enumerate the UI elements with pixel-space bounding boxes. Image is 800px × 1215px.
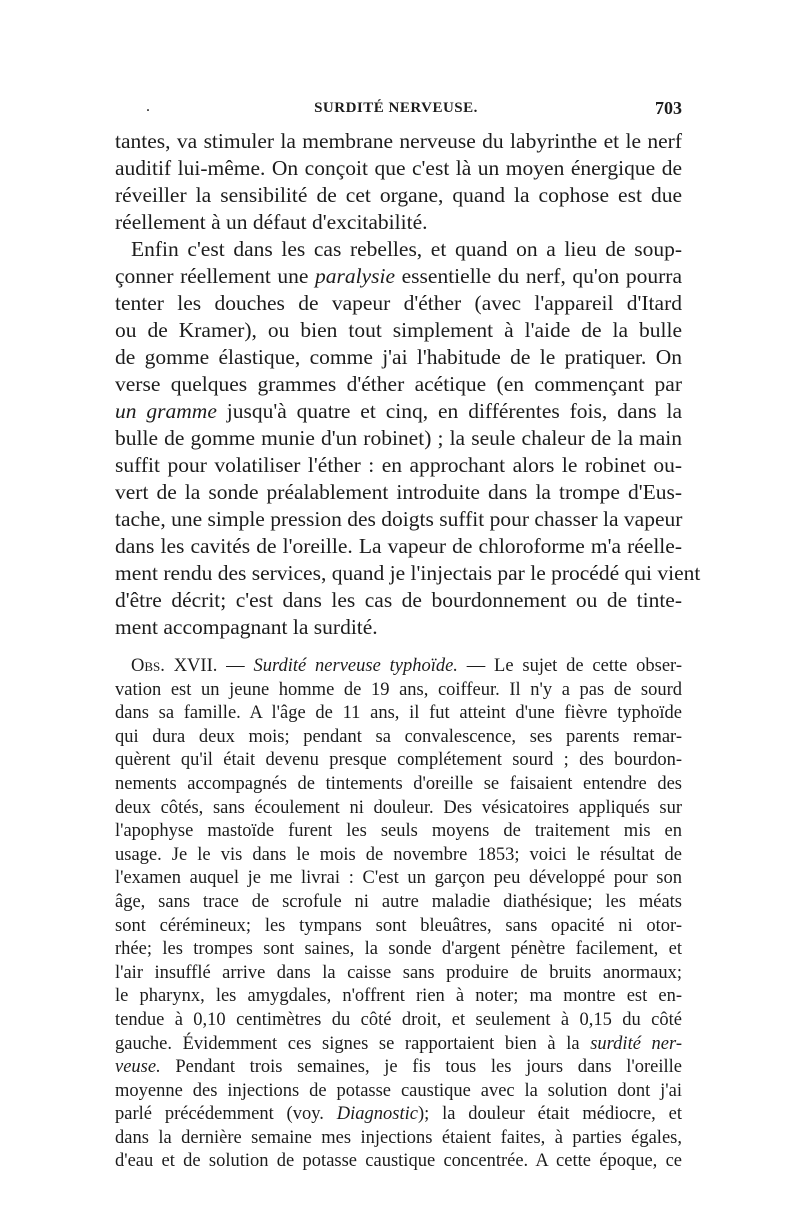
main-paragraphs [115, 128, 701, 641]
observation-label: Obs. XVII. — [131, 656, 254, 676]
text-segment: çonner réellement une [115, 264, 316, 288]
text-line: réveiller la sensibilité de cet organe, quand la cophose est due [115, 183, 682, 207]
text-line: tantes, va stimuler la membrane nerveuse du labyrinthe et le nerf [115, 129, 682, 153]
text-line: d'eau et de solution de potasse caustique concentrée. A cette époque, ce [115, 1151, 682, 1172]
text-segment: — Le sujet de cette obser- [457, 656, 682, 676]
text-line: tache, une simple pression des doigts suffit pour chasser la vapeur [115, 507, 683, 531]
text-line: l'air insufflé arrive dans la caisse sans produire de bruits anormaux; [115, 962, 682, 983]
text-line: suffit pour volatiliser l'éther : en approchant alors le robinet ou- [115, 453, 682, 477]
running-head [110, 98, 682, 122]
observation-paragraph [115, 655, 682, 1174]
emphasis-veuse: veuse. [115, 1057, 161, 1078]
text-segment: jusqu'à quatre et cinq, en différentes fois, dans la [216, 399, 682, 423]
text-segment: Pendant trois semaines, je fis tous les jours dans l'oreille [160, 1057, 682, 1078]
text-segment: ); la douleur était médiocre, et [417, 1104, 682, 1125]
text-line: l'apophyse mastoïde furent les seuls moyens de traitement mis en [115, 821, 682, 842]
text-line: usage. Je le vis dans le mois de novembre 1853; voici le résultat de [115, 844, 682, 865]
text-line [115, 1103, 682, 1127]
text-line [115, 1056, 682, 1080]
text-line: dans la dernière semaine mes injections étaient faites, à parties égales, [115, 1127, 682, 1148]
running-head-dot: . [146, 98, 150, 115]
text-line: réellement à un défaut d'excitabilité. [115, 210, 428, 234]
text-line [115, 398, 682, 425]
text-line: le pharynx, les amygdales, n'offrent rien à noter; ma montre est en- [115, 986, 682, 1007]
text-line: ment rendu des services, quand je l'injectais par le procédé qui vient [115, 561, 701, 585]
emphasis-un-gramme: un gramme [115, 399, 217, 423]
text-line: nements accompagnés de tintements d'oreille se faisaient entendre des [115, 773, 682, 794]
text-line: Enfin c'est dans les cas rebelles, et quand on a lieu de soup- [131, 237, 682, 261]
emphasis-paralysie: paralysie [315, 264, 396, 288]
text-line: vation est un jeune homme de 19 ans, coiffeur. Il n'y a pas de sourd [115, 679, 682, 700]
text-line: sont cérémineux; les tympans sont bleuâtres, sans opacité ni otor- [115, 915, 682, 936]
running-head-title: SURDITÉ NERVEUSE. [314, 100, 478, 116]
text-segment: parlé précédemment (voy. [115, 1104, 337, 1125]
text-line: qui dura deux mois; pendant sa convalescence, ses parents remar- [115, 726, 682, 747]
text-line: moyenne des injections de potasse caustique avec la solution dont j'ai [115, 1080, 682, 1101]
text-line [115, 1033, 682, 1057]
text-line: auditif lui-même. On conçoit que c'est là un moyen énergique de [115, 156, 682, 180]
emphasis-surdite-nerveuse: surdité ner- [590, 1033, 682, 1054]
text-segment: essentielle du nerf, qu'on pourra [395, 264, 682, 288]
text-line: tenter les douches de vapeur d'éther (avec l'appareil d'Itard [115, 291, 682, 315]
emphasis-diagnostic: Diagnostic [336, 1104, 418, 1125]
page-number: 703 [655, 98, 682, 118]
text-line: âge, sans trace de scrofule ni autre maladie diathésique; les méats [115, 891, 682, 912]
text-line: de gomme élastique, comme j'ai l'habitude de le pratiquer. On [115, 345, 682, 369]
observation-title: Surdité nerveuse typhoïde. [253, 656, 458, 676]
text-line: l'examen auquel je me livrai : C'est un garçon peu développé pour son [115, 868, 682, 889]
text-line: d'être décrit; c'est dans les cas de bourdonnement ou de tinte- [115, 588, 682, 612]
text-line: bulle de gomme munie d'un robinet) ; la seule chaleur de la main [115, 426, 682, 450]
text-line: tendue à 0,10 centimètres du côté droit, et seulement à 0,15 du côté [115, 1009, 682, 1030]
text-line: dans les cavités de l'oreille. La vapeur de chloroforme m'a réelle- [115, 534, 682, 558]
text-line: ment accompagnant la surdité. [115, 615, 378, 639]
text-line [115, 263, 682, 290]
text-line: dans sa famille. A l'âge de 11 ans, il fut atteint d'une fièvre typhoïde [115, 703, 682, 724]
text-line: quèrent qu'il était devenu presque complétement sourd ; des bourdon- [115, 750, 682, 771]
text-segment: gauche. Évidemment ces signes se rapportaient bien à la [115, 1033, 591, 1054]
text-line: verse quelques grammes d'éther acétique (en commençant par [115, 372, 682, 396]
text-line: rhée; les trompes sont saines, la sonde d'argent pénètre facilement, et [115, 939, 682, 960]
text-line: ou de Kramer), ou bien tout simplement à l'aide de la bulle [115, 318, 682, 342]
text-line: deux côtés, sans écoulement ni douleur. Des vésicatoires appliqués sur [115, 797, 682, 818]
text-line: vert de la sonde préalablement introduite dans la trompe d'Eus- [115, 480, 682, 504]
text-line [115, 655, 682, 679]
